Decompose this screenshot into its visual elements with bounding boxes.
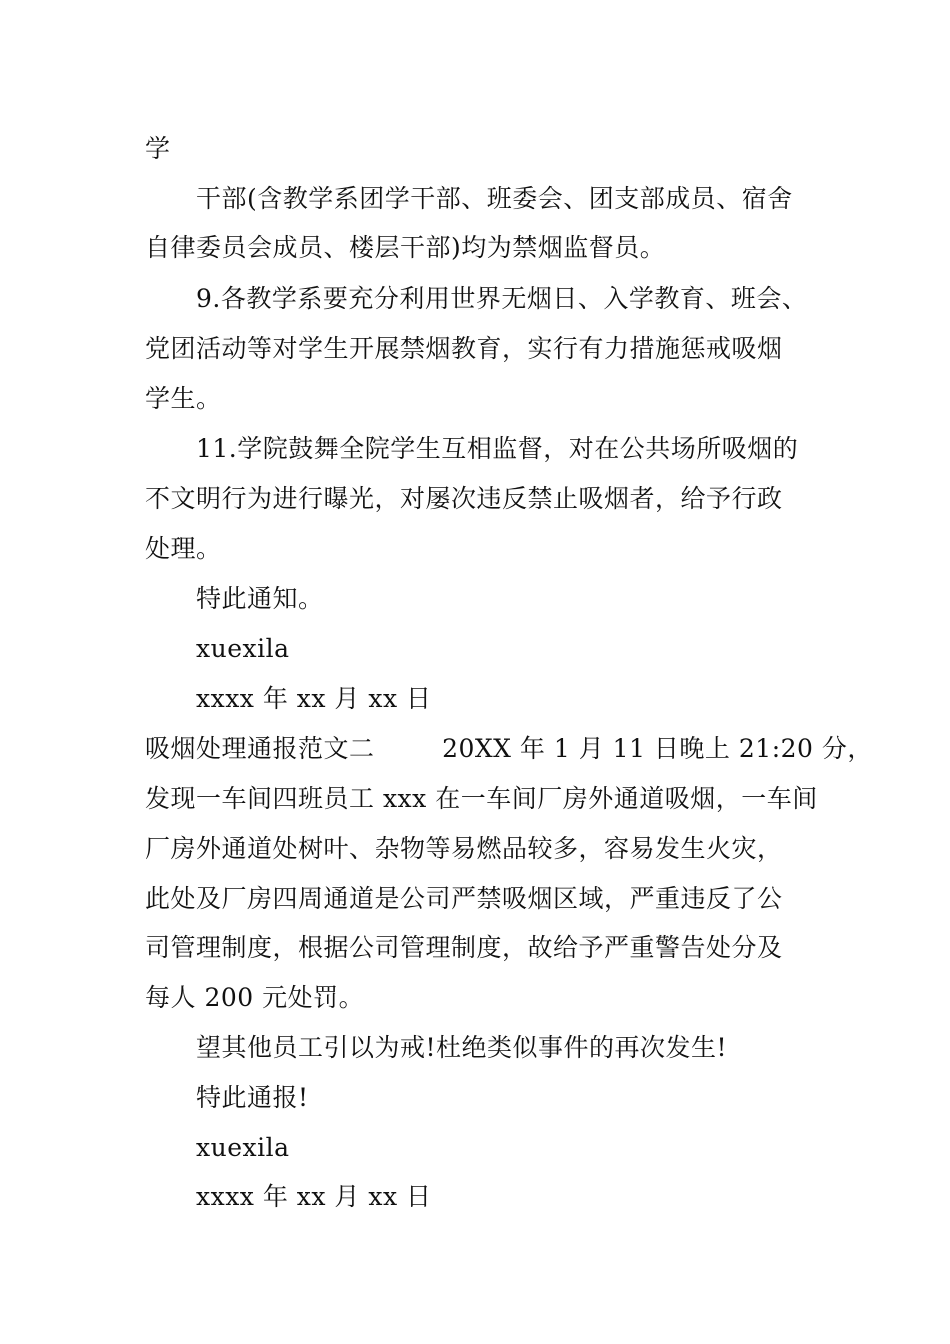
text-line: 发现一车间四班员工 xxx 在一车间厂房外通道吸烟，一车间 <box>145 784 818 813</box>
date-line: xxxx 年 xx 月 xx 日 <box>196 684 432 713</box>
text-line: 党团活动等对学生开展禁烟教育，实行有力措施惩戒吸烟 <box>145 334 783 363</box>
text-line: 司管理制度，根据公司管理制度，故给予严重警告处分及 <box>145 933 783 962</box>
text-line: 干部(含教学系团学干部、班委会、团支部成员、宿舍 <box>196 184 793 213</box>
text-line: 学生。 <box>145 384 222 413</box>
date-line: xxxx 年 xx 月 xx 日 <box>196 1182 432 1211</box>
text-line: 学 <box>145 134 171 163</box>
signature: xuexila <box>196 634 290 663</box>
closing-text: 特此通知。 <box>196 584 324 613</box>
text-line: 此处及厂房四周通道是公司严禁吸烟区域，严重违反了公 <box>145 884 783 913</box>
text-line: 不文明行为进行曝光，对屡次违反禁止吸烟者，给予行政 <box>145 484 783 513</box>
text-line: 处理。 <box>145 534 222 563</box>
text-line: 自律委员会成员、楼层干部)均为禁烟监督员。 <box>145 233 666 262</box>
text-line: 厂房外通道处树叶、杂物等易燃品较多，容易发生火灾， <box>145 834 783 863</box>
text-line: 每人 200 元处罚。 <box>145 983 365 1012</box>
closing-text: 特此通报! <box>196 1083 309 1112</box>
section-heading-line: 吸烟处理通报范文二 20XX 年 1 月 11 日晚上 21:20 分， <box>145 734 873 763</box>
text-line: 11.学院鼓舞全院学生互相监督，对在公共场所吸烟的 <box>196 434 799 463</box>
signature: xuexila <box>196 1133 290 1162</box>
text-line: 望其他员工引以为戒!杜绝类似事件的再次发生! <box>196 1033 728 1062</box>
text-line: 9.各教学系要充分利用世界无烟日、入学教育、班会、 <box>196 284 808 313</box>
